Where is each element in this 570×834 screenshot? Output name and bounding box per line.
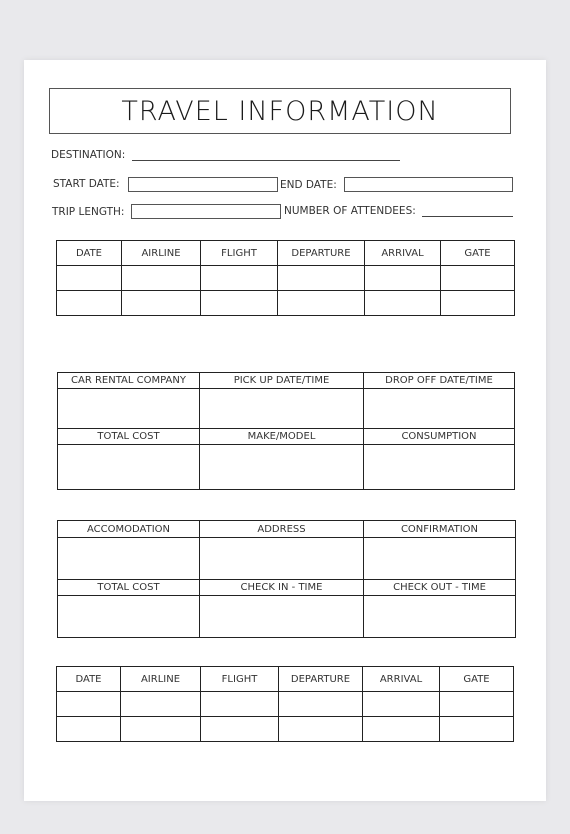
col-header: FLIGHT bbox=[201, 667, 279, 692]
col-header: CHECK IN - TIME bbox=[200, 580, 364, 596]
table-row bbox=[57, 717, 514, 742]
cell[interactable] bbox=[278, 291, 365, 316]
table-header-row bbox=[57, 241, 515, 266]
cell[interactable] bbox=[57, 291, 122, 316]
col-header: ARRIVAL bbox=[363, 667, 440, 692]
end-date-field[interactable] bbox=[344, 177, 513, 192]
col-header: GATE bbox=[441, 241, 515, 266]
cell[interactable] bbox=[58, 538, 200, 580]
end-date-label: END DATE: bbox=[280, 179, 337, 191]
trip-length-field[interactable] bbox=[131, 204, 281, 219]
attendees-label: NUMBER OF ATTENDEES: bbox=[284, 205, 416, 217]
cell[interactable] bbox=[200, 445, 364, 490]
cell[interactable] bbox=[364, 389, 515, 429]
table-row bbox=[58, 445, 515, 490]
cell[interactable] bbox=[57, 692, 121, 717]
destination-label: DESTINATION: bbox=[51, 149, 126, 161]
col-header: DATE bbox=[57, 667, 121, 692]
table-row bbox=[57, 692, 514, 717]
cell[interactable] bbox=[364, 596, 516, 638]
flights-table-2 bbox=[56, 666, 514, 742]
cell[interactable] bbox=[200, 389, 364, 429]
col-header: AIRLINE bbox=[121, 667, 201, 692]
col-header: MAKE/MODEL bbox=[200, 429, 364, 445]
destination-line[interactable] bbox=[132, 160, 400, 161]
table-header-row bbox=[58, 521, 516, 538]
cell[interactable] bbox=[200, 596, 364, 638]
planner-sheet bbox=[24, 60, 546, 801]
cell[interactable] bbox=[363, 692, 440, 717]
cell[interactable] bbox=[201, 692, 279, 717]
start-date-field[interactable] bbox=[128, 177, 278, 192]
table-row bbox=[58, 596, 516, 638]
col-header: CHECK OUT - TIME bbox=[364, 580, 516, 596]
cell[interactable] bbox=[121, 717, 201, 742]
cell[interactable] bbox=[279, 717, 363, 742]
table-header-row bbox=[58, 373, 515, 389]
table-header-row bbox=[58, 429, 515, 445]
trip-length-label: TRIP LENGTH: bbox=[52, 206, 125, 218]
col-header: CAR RENTAL COMPANY bbox=[58, 373, 200, 389]
cell[interactable] bbox=[58, 596, 200, 638]
cell[interactable] bbox=[279, 692, 363, 717]
start-date-label: START DATE: bbox=[53, 178, 120, 190]
attendees-line[interactable] bbox=[422, 216, 513, 217]
cell[interactable] bbox=[278, 266, 365, 291]
flights-table-1 bbox=[56, 240, 515, 316]
cell[interactable] bbox=[58, 389, 200, 429]
cell[interactable] bbox=[440, 692, 514, 717]
cell[interactable] bbox=[441, 266, 515, 291]
col-header: ADDRESS bbox=[200, 521, 364, 538]
cell[interactable] bbox=[363, 717, 440, 742]
cell[interactable] bbox=[57, 266, 122, 291]
table-row bbox=[58, 389, 515, 429]
table-row bbox=[58, 538, 516, 580]
cell[interactable] bbox=[441, 291, 515, 316]
cell[interactable] bbox=[57, 717, 121, 742]
table-row bbox=[57, 266, 515, 291]
page-title: TRAVEL INFORMATION bbox=[49, 88, 511, 134]
col-header: ARRIVAL bbox=[365, 241, 441, 266]
cell[interactable] bbox=[121, 692, 201, 717]
cell[interactable] bbox=[122, 266, 201, 291]
col-header: CONSUMPTION bbox=[364, 429, 515, 445]
cell[interactable] bbox=[365, 291, 441, 316]
col-header: DEPARTURE bbox=[278, 241, 365, 266]
cell[interactable] bbox=[201, 717, 279, 742]
cell[interactable] bbox=[122, 291, 201, 316]
cell[interactable] bbox=[200, 538, 364, 580]
col-header: ACCOMODATION bbox=[58, 521, 200, 538]
cell[interactable] bbox=[201, 266, 278, 291]
col-header: PICK UP DATE/TIME bbox=[200, 373, 364, 389]
col-header: FLIGHT bbox=[201, 241, 278, 266]
cell[interactable] bbox=[364, 445, 515, 490]
table-header-row bbox=[57, 667, 514, 692]
cell[interactable] bbox=[364, 538, 516, 580]
cell[interactable] bbox=[58, 445, 200, 490]
col-header: DROP OFF DATE/TIME bbox=[364, 373, 515, 389]
accommodation-table bbox=[57, 520, 516, 638]
car-rental-table bbox=[57, 372, 515, 490]
col-header: DATE bbox=[57, 241, 122, 266]
col-header: DEPARTURE bbox=[279, 667, 363, 692]
table-row bbox=[57, 291, 515, 316]
table-header-row bbox=[58, 580, 516, 596]
cell[interactable] bbox=[201, 291, 278, 316]
col-header: GATE bbox=[440, 667, 514, 692]
col-header: CONFIRMATION bbox=[364, 521, 516, 538]
cell[interactable] bbox=[440, 717, 514, 742]
col-header: TOTAL COST bbox=[58, 580, 200, 596]
col-header: AIRLINE bbox=[122, 241, 201, 266]
cell[interactable] bbox=[365, 266, 441, 291]
col-header: TOTAL COST bbox=[58, 429, 200, 445]
